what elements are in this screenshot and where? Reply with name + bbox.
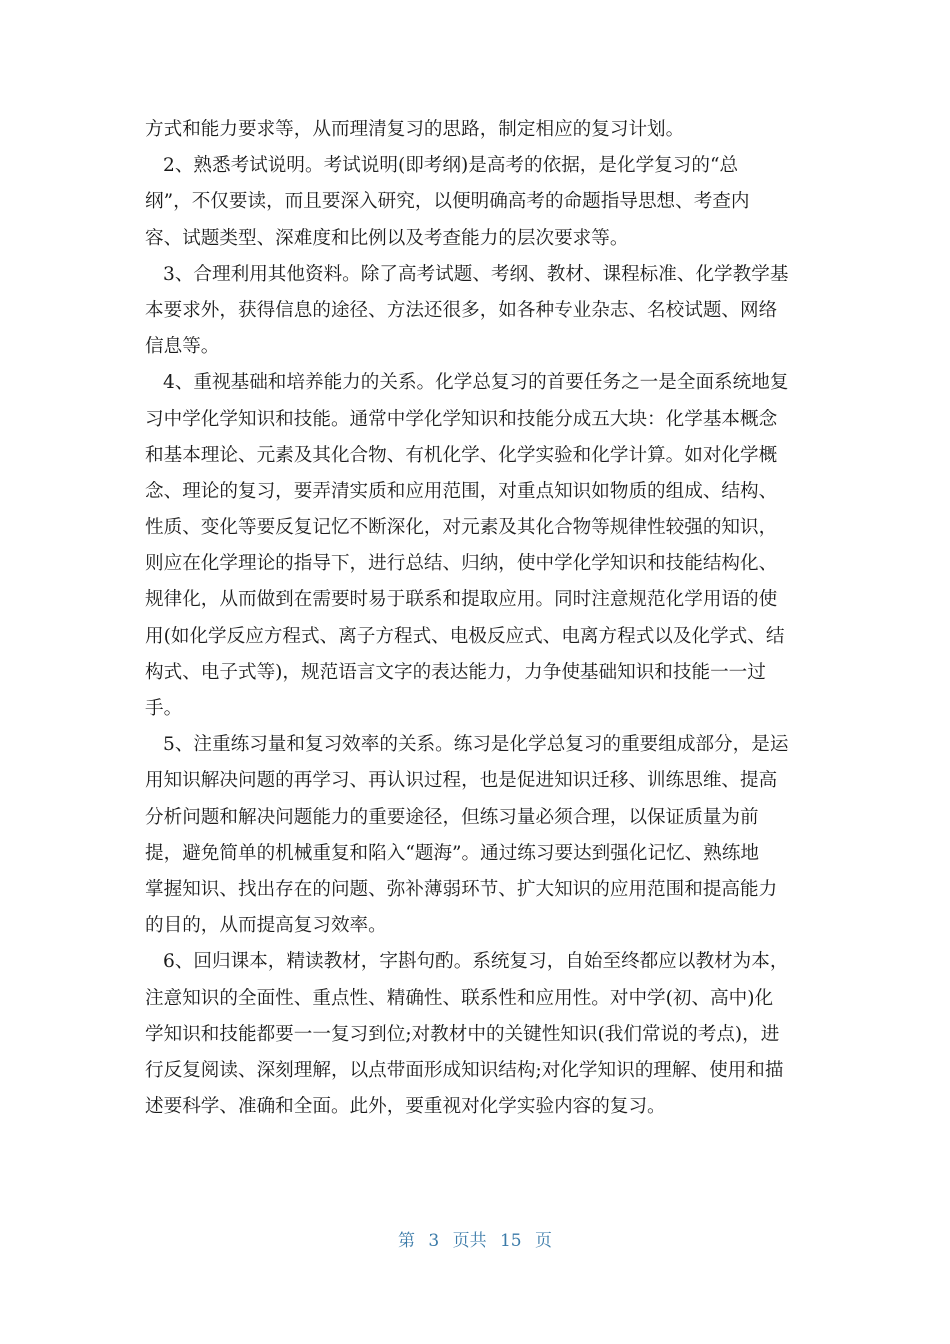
- text-line: 构式、电子式等)，规范语言文字的表达能力，力争使基础知识和技能一一过: [145, 661, 766, 683]
- text-line: 和基本理论、元素及其化合物、有机化学、化学实验和化学计算。如对化学概: [145, 444, 778, 466]
- text-line: 本要求外，获得信息的途径、方法还很多，如各种专业杂志、名校试题、网络: [145, 299, 778, 321]
- text-line: 4、重视基础和培养能力的关系。化学总复习的首要任务之一是全面系统地复: [163, 372, 789, 394]
- text-line: 容、试题类型、深难度和比例以及考查能力的层次要求等。: [145, 227, 629, 249]
- text-line: 3、合理利用其他资料。除了高考试题、考纲、教材、课程标准、化学教学基: [163, 263, 789, 285]
- text-line: 用(如化学反应方程式、离子方程式、电极反应式、电离方程式以及化学式、结: [145, 625, 785, 647]
- text-line: 述要科学、准确和全面。此外，要重视对化学实验内容的复习。: [145, 1096, 666, 1118]
- page-number-footer: 第 3 页共 15 页: [397, 1231, 553, 1251]
- text-line: 纲”，不仅要读，而且要深入研究，以便明确高考的命题指导思想、考查内: [145, 191, 750, 213]
- document-body: [145, 112, 809, 1125]
- text-line: 掌握知识、找出存在的问题、弥补薄弱环节、扩大知识的应用范围和提高能力: [145, 878, 778, 900]
- text-line: 提，避免简单的机械重复和陷入“题海”。通过练习要达到强化记忆、熟练地: [145, 842, 760, 864]
- text-line: 注意知识的全面性、重点性、精确性、联系性和应用性。对中学(初、高中)化: [145, 987, 774, 1009]
- text-line: 性质、变化等要反复记忆不断深化，对元素及其化合物等规律性较强的知识，: [145, 517, 778, 539]
- text-line: 用知识解决问题的再学习、再认识过程，也是促进知识迁移、训练思维、提高: [145, 770, 778, 792]
- text-line: 规律化，从而做到在需要时易于联系和提取应用。同时注意规范化学用语的使: [145, 589, 778, 611]
- text-line: 学知识和技能都要一一复习到位;对教材中的关键性知识(我们常说的考点)，进: [145, 1023, 780, 1045]
- text-line: 分析问题和解决问题能力的重要途径，但练习量必须合理，以保证质量为前: [145, 806, 759, 828]
- text-line: 2、熟悉考试说明。考试说明(即考纲)是高考的依据，是化学复习的“总: [163, 155, 739, 177]
- text-line: 习中学化学知识和技能。通常中学化学知识和技能分成五大块：化学基本概念: [145, 408, 778, 430]
- text-line: 手。: [145, 698, 183, 719]
- text-line: 念、理论的复习，要弄清实质和应用范围，对重点知识如物质的组成、结构、: [145, 480, 778, 502]
- text-line: 信息等。: [145, 336, 220, 358]
- text-line: 方式和能力要求等，从而理清复习的思路，制定相应的复习计划。: [145, 119, 685, 140]
- text-line: 5、注重练习量和复习效率的关系。练习是化学总复习的重要组成部分，是运: [163, 734, 789, 756]
- text-line: 6、回归课本，精读教材，字斟句酌。系统复习，自始至终都应以教材为本，: [163, 951, 789, 973]
- text-line: 行反复阅读、深刻理解，以点带面形成知识结构;对化学知识的理解、使用和描: [145, 1059, 784, 1081]
- text-line: 的目的，从而提高复习效率。: [145, 915, 387, 937]
- text-line: 则应在化学理论的指导下，进行总结、归纳，使中学化学知识和技能结构化、: [145, 553, 778, 575]
